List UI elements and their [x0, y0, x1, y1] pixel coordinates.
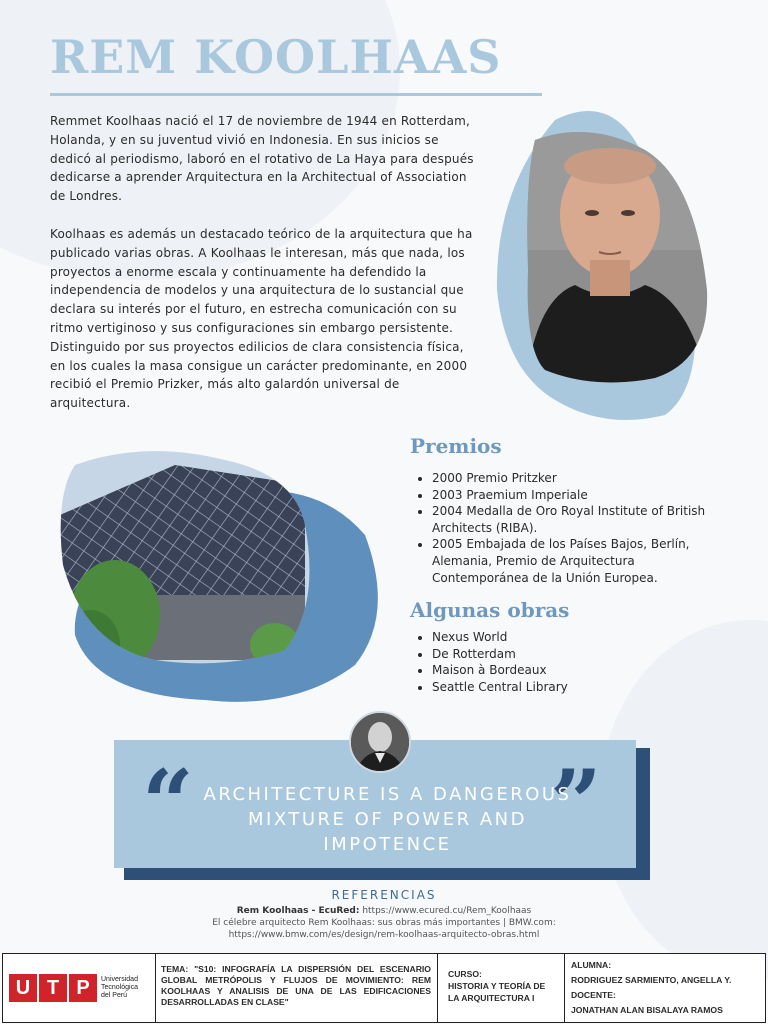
references-heading: REFERENCIAS [331, 888, 437, 902]
list-item: • 2004 Medalla de Oro Royal Institute of British Architects (RIBA). [432, 503, 732, 536]
bio-paragraph-1: Remmet Koolhaas nació el 17 de noviembre de 1944 en Rotterdam, Holanda, y en su juventud vivió en Indonesia. En sus inicios se dedicó al periodismo, laboró en el rotativo de La Haya para después dedicarse a aprender Arquitectura en la Architectual of Association de Londres. [50, 114, 474, 204]
alumna-value: RODRIGUEZ SARMIENTO, ANGELLA Y. [571, 975, 732, 985]
footer-tema: TEMA: "S10: INFOGRAFÍA LA DISPERSIÓN DEL ESCENARIO GLOBAL METRÓPOLIS Y FLUJOS DE MOVIMIENTO: REM KOOLHAAS Y ANALISIS DE UNA DE LAS EDIFICACIONES DESARROLLADAS EN CLASE" [156, 954, 438, 1022]
reference-2-link[interactable]: https://www.bmw.com/es/design/rem-koolhaas-arquitecto-obras.html [228, 930, 540, 940]
list-item: • Nexus World [432, 629, 732, 646]
logo-letter: T [39, 974, 67, 1002]
portrait-image [495, 100, 715, 420]
obras-list [418, 629, 732, 695]
curso-value: HISTORIA Y TEORÍA DE LA ARQUITECTURA I [448, 981, 546, 1003]
building-image [55, 445, 385, 705]
footer [2, 953, 766, 1023]
quote-text: ARCHITECTURE IS A DANGEROUS MIXTURE OF POWER AND IMPOTENCE [203, 784, 572, 855]
obras-heading: Algunas obras [410, 598, 570, 622]
close-quote-icon: ” [550, 750, 602, 856]
curso-label: CURSO: [448, 969, 482, 979]
references [150, 905, 618, 941]
list-item: • 2005 Embajada de los Países Bajos, Berlín, Alemania, Premio de Arquitectura Contemporánea de la Unión Europea. [432, 536, 732, 586]
open-quote-icon: “ [142, 750, 194, 856]
docente-label: DOCENTE: [571, 990, 616, 1000]
list-item: • De Rotterdam [432, 646, 732, 663]
list-item: • Maison à Bordeaux [432, 662, 732, 679]
premios-list [418, 470, 732, 586]
reference-1-label: Rem Koolhaas - EcuRed: [236, 906, 360, 916]
reference-1-link[interactable]: https://www.ecured.cu/Rem_Koolhaas [362, 906, 532, 916]
list-item: • 2003 Praemium Imperiale [432, 487, 732, 504]
list-item: • 2000 Premio Pritzker [432, 470, 732, 487]
page-title: REM KOOLHAAS [50, 30, 502, 84]
docente-value: JONATHAN ALAN BISALAYA RAMOS [571, 1005, 723, 1015]
list-item: • Seattle Central Library [432, 679, 732, 696]
premios-heading: Premios [410, 434, 502, 458]
footer-curso [438, 954, 565, 1022]
avatar [349, 711, 411, 773]
logo-letter: P [69, 974, 97, 1002]
biography [50, 112, 475, 432]
alumna-label: ALUMNA: [571, 960, 612, 970]
footer-alumna [565, 954, 765, 1022]
logo-letter: U [9, 974, 37, 1002]
reference-2-label: El célebre arquitecto Rem Koolhaas: sus obras más importantes | BMW.com: [212, 918, 556, 928]
bio-paragraph-2: Koolhaas es además un destacado teórico de la arquitectura que ha publicado varias obras. A Koolhaas le interesan, más que nada, los proyectos a enorme escala y continuamente ha defendido la independencia de modelos y una arquitectura de lo sustancial que declara su interés por el futuro, en estrecha comunicación con su ritmo vertiginoso y sus configuraciones sin embargo persistente. Distinguido por sus proyectos edilicios de clara consistencia física, en los cuales la masa consigue un carácter predominante, en 2000 recibió el Premio Prizker, más alto galardón universal de arquitectura. [50, 226, 473, 411]
university-name: Universidad Tecnológica del Perú [101, 976, 138, 999]
title-underline [50, 93, 542, 96]
utp-logo [3, 954, 156, 1022]
